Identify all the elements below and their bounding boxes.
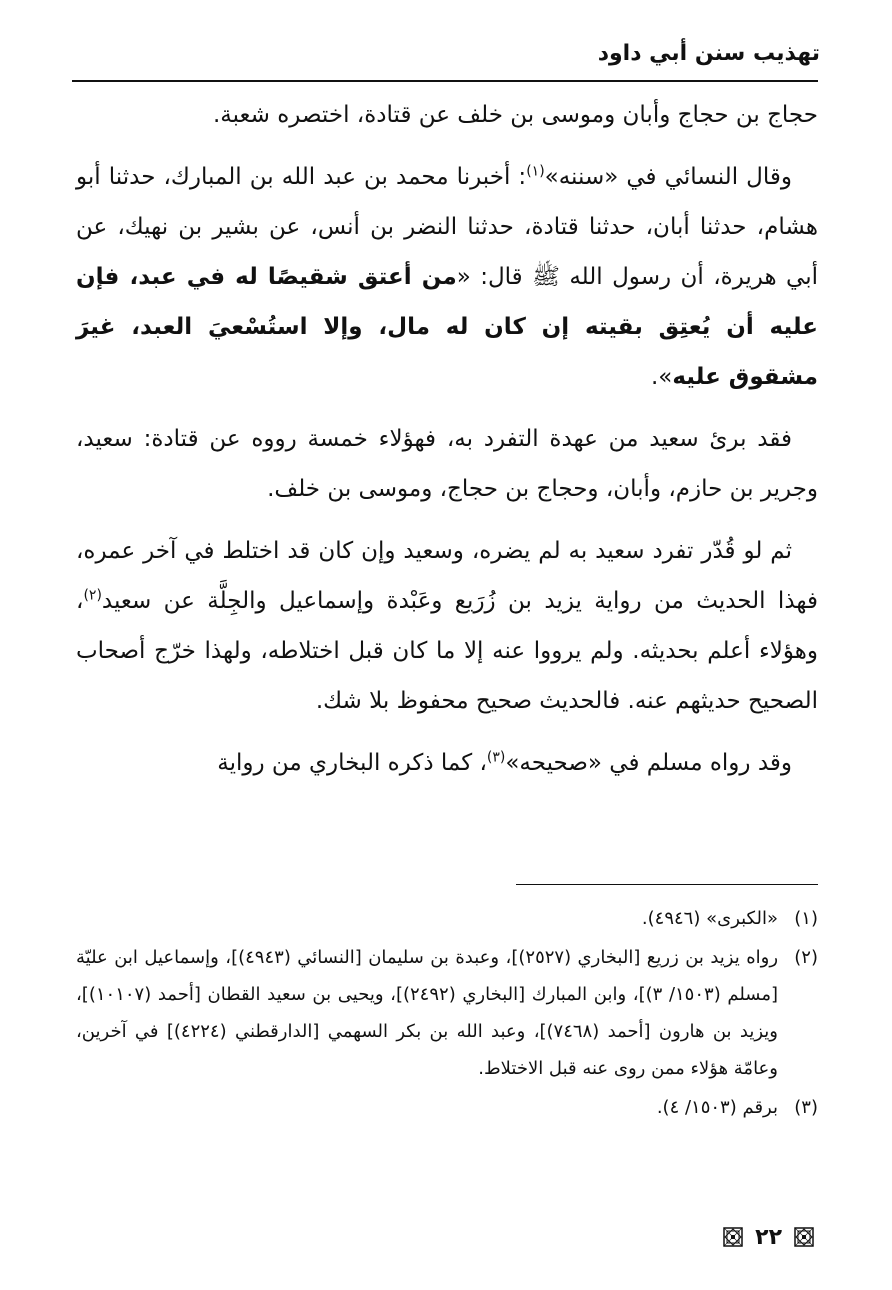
paragraph-4-text-a: ثم لو قُدّر تفرد سعيد به لم يضره، وسعيد وإن كان قد اختلط في آخر عمره، فهذا الحديث من رواية يزيد بن زُرَيع وعَبْدة وإسماعيل والجِلَّة عن سعيد xyxy=(76,538,818,614)
running-header xyxy=(70,38,820,70)
footnote-number: (٢) xyxy=(794,947,818,968)
book-title: تهذيب سنن أبي داود xyxy=(597,41,820,66)
footnote-2 xyxy=(76,939,818,1087)
geometric-ornament-icon xyxy=(794,1227,814,1247)
paragraph-5 xyxy=(76,738,818,788)
footnote-3 xyxy=(76,1089,818,1126)
footnotes xyxy=(76,900,818,1126)
hadith-text: من أعتق شقيصًا له في عبد، فإن عليه أن يُعتِق بقيته إن كان له مال، وإلا استُسْعيَ العبد، غيرَ مشقوق عليه xyxy=(76,264,818,390)
paragraph-2-text-a: وقال النسائي في «سننه» xyxy=(544,164,793,190)
footnote-text: «الكبرى» (٤٩٤٦). xyxy=(641,908,778,929)
header-rule xyxy=(72,80,818,82)
footnote-number: (١) xyxy=(794,908,818,929)
paragraph-1 xyxy=(76,90,818,140)
footnote-ref-1: (١) xyxy=(526,163,545,180)
paragraph-4-text-b: ، وهؤلاء أعلم بحديثه. ولم يرووا عنه إلا ما كان قبل اختلاطه، ولهذا خرّج أصحاب الصحيح حديثهم عنه. فالحديث صحيح محفوظ بلا شك. xyxy=(76,588,818,714)
main-text xyxy=(76,90,818,788)
footnote-ref-2: (٢) xyxy=(83,587,102,604)
paragraph-5-text-b: ، كما ذكره البخاري من رواية xyxy=(217,750,487,776)
paragraph-3 xyxy=(76,414,818,514)
paragraph-2-text-c: ». xyxy=(650,364,673,390)
paragraph-4 xyxy=(76,526,818,726)
paragraph-3-text: فقد برئ سعيد من عهدة التفرد به، فهؤلاء خمسة رووه عن قتادة: سعيد، وجرير بن حازم، وأبان، وحجاج بن حجاج، وموسى بن خلف. xyxy=(76,426,818,502)
geometric-ornament-icon xyxy=(723,1227,743,1247)
footnote-number: (٣) xyxy=(794,1097,818,1118)
paragraph-5-text-a: وقد رواه مسلم في «صحيحه» xyxy=(505,750,792,776)
paragraph-1-text: حجاج بن حجاج وأبان وموسى بن خلف عن قتادة، اختصره شعبة. xyxy=(212,102,818,128)
footnote-separator xyxy=(516,884,818,885)
footnote-1 xyxy=(76,900,818,937)
footnote-text: برقم (١٥٠٣/ ٤). xyxy=(656,1097,778,1118)
paragraph-2-text-b: : أخبرنا محمد بن عبد الله بن المبارك، حدثنا أبو هشام، حدثنا أبان، حدثنا قتادة، حدثنا النضر بن أنس، عن بشير بن نهيك، عن أبي هريرة، أن رسول الله ﷺ قال: « xyxy=(76,164,819,290)
footnote-text: رواه يزيد بن زريع [البخاري (٢٥٢٧)]، وعبدة بن سليمان [النسائي (٤٩٤٣)]، وإسماعيل ابن عليّة [مسلم (١٥٠٣/ ٣)]، وابن المبارك [البخاري (٢٤٩٢)]، ويحيى بن سعيد القطان [أحمد (١٠١٠٧)]، ويزيد بن هارون [أحمد (٧٤٦٨)]، وعبد الله بن بكر السهمي [الدارقطني (٤٢٢٤)] في آخرين، وعامّة هؤلاء ممن روى عنه قبل الاختلاط. xyxy=(76,947,779,1079)
page-footer xyxy=(723,1222,814,1252)
page-number: ٢٢ xyxy=(755,1224,782,1250)
paragraph-2 xyxy=(76,152,818,402)
footnote-ref-3: (٣) xyxy=(486,749,506,766)
